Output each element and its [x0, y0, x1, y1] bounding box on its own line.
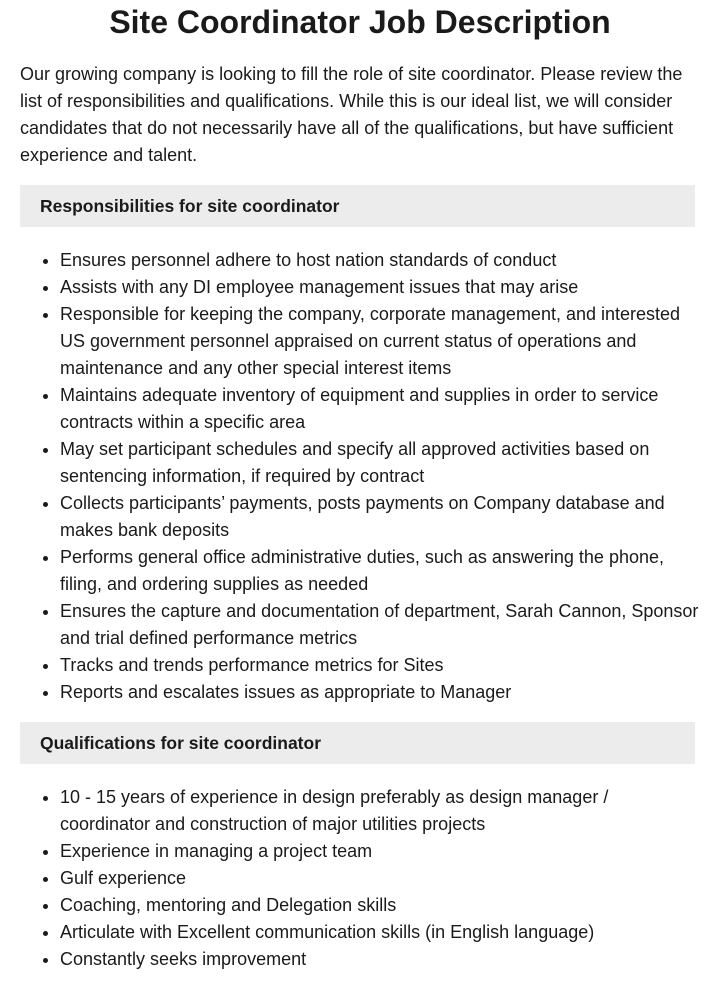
list-item: • Collects participants’ payments, posts payments on Company database and makes bank deposits: [60, 490, 700, 544]
list-item: • Ensures personnel adhere to host nation standards of conduct: [60, 247, 700, 274]
list-item: • Tracks and trends performance metrics for Sites: [60, 652, 700, 679]
list-item: • Performs general office administrative duties, such as answering the phone, filing, and ordering supplies as needed: [60, 544, 700, 598]
list-item: • Ensures the capture and documentation of department, Sarah Cannon, Sponsor and trial defined performance metrics: [60, 598, 700, 652]
responsibilities-list: [20, 247, 700, 706]
list-item: • Coaching, mentoring and Delegation skills: [60, 892, 700, 919]
list-item: • Constantly seeks improvement: [60, 946, 700, 973]
intro-paragraph: Our growing company is looking to fill the role of site coordinator. Please review the list of responsibilities and qualifications. While this is our ideal list, we will consider candidates that do not necessarily have all of the qualifications, but have sufficient experience and talent.: [20, 64, 683, 165]
list-item: • Reports and escalates issues as appropriate to Manager: [60, 679, 700, 706]
responsibilities-heading: Responsibilities for site coordinator: [20, 185, 695, 227]
list-item: • Experience in managing a project team: [60, 838, 700, 865]
qualifications-heading: Qualifications for site coordinator: [20, 722, 695, 764]
list-item: • Gulf experience: [60, 865, 700, 892]
list-item: • Articulate with Excellent communication skills (in English language): [60, 919, 700, 946]
list-item: • May set participant schedules and specify all approved activities based on sentencing information, if required by contract: [60, 436, 700, 490]
list-item: • 10 - 15 years of experience in design preferably as design manager / coordinator and construction of major utilities projects: [60, 784, 700, 838]
list-item: • Assists with any DI employee management issues that may arise: [60, 274, 700, 301]
qualifications-list: [20, 784, 700, 973]
page-title: Site Coordinator Job Description: [109, 4, 611, 40]
list-item: • Maintains adequate inventory of equipment and supplies in order to service contracts within a specific area: [60, 382, 700, 436]
list-item: • Responsible for keeping the company, corporate management, and interested US government personnel appraised on current status of operations and maintenance and any other special interest items: [60, 301, 700, 382]
